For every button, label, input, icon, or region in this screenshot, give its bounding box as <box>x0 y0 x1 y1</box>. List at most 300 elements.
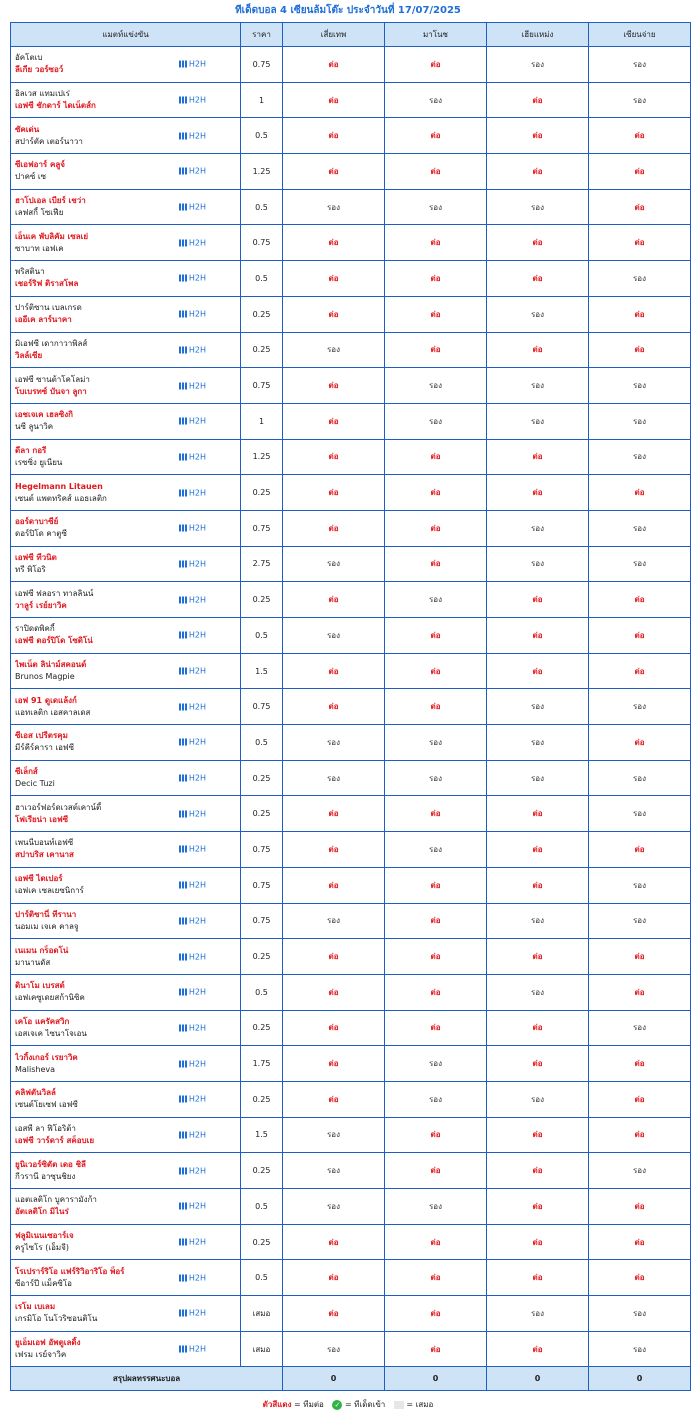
team-home: เอสพี ลา ฟิโอริต้า <box>15 1123 76 1133</box>
signal-bars-icon <box>179 560 187 567</box>
h2h-label: H2H <box>188 202 206 212</box>
summary-label: สรุปผลทรรศนะบอล <box>11 1367 283 1391</box>
pick-cell: รอง <box>283 1153 385 1189</box>
price-cell: 0.25 <box>241 1081 283 1117</box>
signal-bars-icon <box>179 1024 187 1031</box>
team-home: ดีลา กอรี <box>15 445 47 455</box>
pick-cell: ต่อ <box>283 1081 385 1117</box>
pick-cell: ต่อ <box>589 1224 691 1260</box>
match-cell <box>11 689 241 725</box>
pick-cell: รอง <box>283 332 385 368</box>
pick-cell: ต่อ <box>283 832 385 868</box>
team-home: เอฟซี ฟลอรา ทาลลินน์ <box>15 588 94 598</box>
pick-cell: ต่อ <box>589 939 691 975</box>
pick-cell: ต่อ <box>487 1010 589 1046</box>
team-away: เอฟเค เซลเยซนิการ์ <box>15 886 84 896</box>
team-home: ราปิดดพิคกี้ <box>15 624 55 634</box>
pick-cell: รอง <box>589 261 691 297</box>
pick-cell: ต่อ <box>487 225 589 261</box>
h2h-link[interactable] <box>179 774 206 783</box>
price-cell: 0.5 <box>241 1189 283 1225</box>
table-row <box>11 974 691 1010</box>
table-row <box>11 1153 691 1189</box>
pick-cell: ต่อ <box>283 582 385 618</box>
pick-cell: ต่อ <box>283 796 385 832</box>
h2h-label: H2H <box>188 1059 206 1069</box>
pick-cell: รอง <box>589 1153 691 1189</box>
h2h-link[interactable] <box>179 988 206 997</box>
price-cell: 1 <box>241 403 283 439</box>
price-cell: 0.25 <box>241 939 283 975</box>
team-away: ครูไซโร (เอ็มจี) <box>15 1243 69 1253</box>
pick-cell: รอง <box>589 368 691 404</box>
signal-bars-icon <box>179 453 187 460</box>
team-away: Decic Tuzi <box>15 779 55 789</box>
legend <box>0 1398 696 1411</box>
team-home: ฟลูมิเนนเซอาร์เจ <box>15 1231 74 1241</box>
pick-cell: ต่อ <box>589 475 691 511</box>
h2h-link[interactable] <box>179 881 206 890</box>
team-home: เอชเจเค เฮลซิงกิ <box>15 410 73 420</box>
match-cell <box>11 1296 241 1332</box>
h2h-link[interactable] <box>179 60 206 69</box>
signal-bars-icon <box>179 61 187 68</box>
pick-cell: รอง <box>589 796 691 832</box>
pick-cell: ต่อ <box>283 368 385 404</box>
pick-cell: รอง <box>589 510 691 546</box>
pick-cell: ต่อ <box>589 725 691 761</box>
match-cell <box>11 796 241 832</box>
pick-cell: รอง <box>589 867 691 903</box>
price-cell: เสมอ <box>241 1296 283 1332</box>
pick-cell: รอง <box>589 47 691 83</box>
match-cell <box>11 1224 241 1260</box>
team-away: โฟเรียน่า เอฟซี <box>15 814 69 824</box>
pick-cell: ต่อ <box>385 1153 487 1189</box>
team-home: ซีเล็กส์ <box>15 767 38 777</box>
pick-cell: ต่อ <box>385 475 487 511</box>
table-row <box>11 189 691 225</box>
h2h-label: H2H <box>188 1237 206 1247</box>
pick-cell: ต่อ <box>385 261 487 297</box>
table-row <box>11 832 691 868</box>
price-cell: 0.5 <box>241 189 283 225</box>
pick-cell: รอง <box>385 725 487 761</box>
team-home: เอ็นเค พับลิคัม เซลเย่ <box>15 231 89 241</box>
signal-bars-icon <box>179 346 187 353</box>
pick-cell: ต่อ <box>589 296 691 332</box>
h2h-link[interactable] <box>179 203 206 212</box>
h2h-link[interactable] <box>179 417 206 426</box>
team-away: เออีเค ลาร์นาคา <box>15 315 72 325</box>
h2h-link[interactable] <box>179 1059 206 1068</box>
table-row <box>11 1224 691 1260</box>
match-cell <box>11 1117 241 1153</box>
pick-cell: รอง <box>283 725 385 761</box>
signal-bars-icon <box>179 239 187 246</box>
pick-cell: ต่อ <box>385 974 487 1010</box>
pick-cell: รอง <box>283 189 385 225</box>
h2h-link[interactable] <box>179 131 206 140</box>
h2h-link[interactable] <box>179 96 206 105</box>
match-cell <box>11 189 241 225</box>
h2h-link[interactable] <box>179 631 206 640</box>
table-row <box>11 796 691 832</box>
h2h-link[interactable] <box>179 167 206 176</box>
table-row <box>11 332 691 368</box>
h2h-label: H2H <box>188 309 206 319</box>
h2h-label: H2H <box>188 381 206 391</box>
team-away: เอฟซี วาร์ดาร์ สค็อบเย <box>15 1135 95 1145</box>
h2h-label: H2H <box>188 916 206 926</box>
team-away: เอฟเคซูเดยสก้านิซิค <box>15 993 85 1003</box>
pick-cell: ต่อ <box>487 1224 589 1260</box>
h2h-link[interactable] <box>179 738 206 747</box>
table-row <box>11 261 691 297</box>
h2h-link[interactable] <box>179 1273 206 1282</box>
signal-bars-icon <box>179 953 187 960</box>
h2h-link[interactable] <box>179 1166 206 1175</box>
pick-cell: ต่อ <box>589 653 691 689</box>
pick-cell: รอง <box>385 189 487 225</box>
pick-cell: รอง <box>283 760 385 796</box>
match-cell <box>11 1189 241 1225</box>
price-cell: 0.5 <box>241 618 283 654</box>
signal-bars-icon <box>179 810 187 817</box>
pick-cell: รอง <box>487 689 589 725</box>
table-row <box>11 725 691 761</box>
pick-cell: รอง <box>589 903 691 939</box>
h2h-label: H2H <box>188 1273 206 1283</box>
match-cell <box>11 82 241 118</box>
pick-cell: รอง <box>589 689 691 725</box>
h2h-label: H2H <box>188 702 206 712</box>
table-row <box>11 546 691 582</box>
h2h-link[interactable] <box>179 1345 206 1354</box>
check-icon: ✓ <box>332 1400 342 1410</box>
pick-cell: ต่อ <box>589 1081 691 1117</box>
signal-bars-icon <box>179 1310 187 1317</box>
pick-cell: รอง <box>283 1189 385 1225</box>
h2h-link[interactable] <box>179 1238 206 1247</box>
team-home: ซีเอฟอาร์ คลูจ์ <box>15 160 65 170</box>
h2h-label: H2H <box>188 452 206 462</box>
pick-cell: รอง <box>589 439 691 475</box>
team-away: เฟรม เรย์จาวิค <box>15 1350 67 1360</box>
team-away: เอฟซี ชักดาร์ ไดเน็ตส์ก <box>15 101 96 111</box>
h2h-link[interactable] <box>179 916 206 925</box>
team-home: ไวกิ้งเกอร์ เรยาวิค <box>15 1052 78 1062</box>
match-cell <box>11 47 241 83</box>
pick-cell: ต่อ <box>487 618 589 654</box>
tips-table <box>10 22 691 1391</box>
pick-cell: ต่อ <box>385 867 487 903</box>
header-tipster-1: เสี่ยเทพ <box>283 23 385 47</box>
page-title: ทีเด็ดบอล 4 เซียนล้มโต๊ะ ประจำวันที่ 17/07/2025 <box>235 5 461 16</box>
team-away: วาลูร์ เรย์ยาวิค <box>15 600 67 610</box>
pick-cell: ต่อ <box>283 82 385 118</box>
pick-cell: ต่อ <box>487 332 589 368</box>
pick-cell: รอง <box>385 832 487 868</box>
match-cell <box>11 118 241 154</box>
match-cell <box>11 1081 241 1117</box>
table-row <box>11 867 691 903</box>
match-cell <box>11 261 241 297</box>
pick-cell: รอง <box>589 760 691 796</box>
table-row <box>11 82 691 118</box>
summary-score-1: 0 <box>283 1367 385 1391</box>
team-away: ซาบาท เอฟเค <box>15 243 64 253</box>
pick-cell: รอง <box>487 546 589 582</box>
h2h-label: H2H <box>188 166 206 176</box>
table-row <box>11 47 691 83</box>
pick-cell: ต่อ <box>487 796 589 832</box>
team-away: ปาคซ์ เซ <box>15 172 47 182</box>
pick-cell: ต่อ <box>283 225 385 261</box>
pick-cell: ต่อ <box>487 439 589 475</box>
h2h-link[interactable] <box>179 238 206 247</box>
pick-cell: ต่อ <box>283 867 385 903</box>
h2h-link[interactable] <box>179 1202 206 1211</box>
h2h-link[interactable] <box>179 1023 206 1032</box>
team-away: แอทเลติก เอสคาลเดส <box>15 707 91 717</box>
signal-bars-icon <box>179 418 187 425</box>
signal-bars-icon <box>179 632 187 639</box>
h2h-label: H2H <box>188 1094 206 1104</box>
team-home: แอตเลติโก บูคารามังก้า <box>15 1195 97 1205</box>
h2h-link[interactable] <box>179 595 206 604</box>
legend-red-desc: = ทีมต่อ <box>294 1400 324 1409</box>
team-home: อัคโตเบ <box>15 53 43 63</box>
price-cell: 0.25 <box>241 582 283 618</box>
price-cell: 0.5 <box>241 974 283 1010</box>
price-cell: 0.25 <box>241 296 283 332</box>
match-cell <box>11 1010 241 1046</box>
h2h-label: H2H <box>188 238 206 248</box>
pick-cell: ต่อ <box>487 1331 589 1367</box>
table-row <box>11 510 691 546</box>
pick-cell: ต่อ <box>487 653 589 689</box>
match-cell <box>11 368 241 404</box>
pick-cell: ต่อ <box>283 1046 385 1082</box>
h2h-label: H2H <box>188 666 206 676</box>
signal-bars-icon <box>179 775 187 782</box>
pick-cell: ต่อ <box>385 1331 487 1367</box>
pick-cell: ต่อ <box>385 1224 487 1260</box>
pick-cell: ต่อ <box>385 796 487 832</box>
pick-cell: ต่อ <box>385 1260 487 1296</box>
team-away: เซนต์ แพตทริคส์ แอธเลติก <box>15 493 107 503</box>
price-cell: 0.75 <box>241 47 283 83</box>
header-match: แมตท์แข่งขัน <box>11 23 241 47</box>
pick-cell: ต่อ <box>385 903 487 939</box>
match-cell <box>11 760 241 796</box>
table-row <box>11 296 691 332</box>
summary-score-3: 0 <box>487 1367 589 1391</box>
price-cell: 1.5 <box>241 1117 283 1153</box>
h2h-link[interactable] <box>179 345 206 354</box>
pick-cell: ต่อ <box>385 154 487 190</box>
pick-cell: รอง <box>487 974 589 1010</box>
match-cell <box>11 1331 241 1367</box>
pick-cell: ต่อ <box>385 296 487 332</box>
h2h-link[interactable] <box>179 809 206 818</box>
price-cell: 1 <box>241 82 283 118</box>
table-row <box>11 1010 691 1046</box>
pick-cell: รอง <box>487 760 589 796</box>
table-row <box>11 760 691 796</box>
h2h-link[interactable] <box>179 274 206 283</box>
h2h-link[interactable] <box>179 952 206 961</box>
match-cell <box>11 903 241 939</box>
h2h-link[interactable] <box>179 1309 206 1318</box>
pick-cell: รอง <box>589 82 691 118</box>
pick-cell: ต่อ <box>283 689 385 725</box>
pick-cell: ต่อ <box>589 618 691 654</box>
h2h-link[interactable] <box>179 702 206 711</box>
h2h-link[interactable] <box>179 667 206 676</box>
h2h-label: H2H <box>188 1308 206 1318</box>
pick-cell: ต่อ <box>283 653 385 689</box>
pick-cell: ต่อ <box>385 618 487 654</box>
h2h-label: H2H <box>188 559 206 569</box>
price-cell: 0.5 <box>241 725 283 761</box>
signal-bars-icon <box>179 989 187 996</box>
team-home: ปาร์ติซานี่ ทีรานา <box>15 909 77 919</box>
h2h-label: H2H <box>188 595 206 605</box>
h2h-label: H2H <box>188 488 206 498</box>
pick-cell: ต่อ <box>283 939 385 975</box>
pick-cell: ต่อ <box>283 1260 385 1296</box>
h2h-link[interactable] <box>179 310 206 319</box>
grey-box-icon <box>394 1401 404 1409</box>
pick-cell: รอง <box>589 1296 691 1332</box>
h2h-label: H2H <box>188 131 206 141</box>
table-row <box>11 1296 691 1332</box>
team-home: เพนนีบอนท์เอฟซี <box>15 838 74 848</box>
h2h-link[interactable] <box>179 845 206 854</box>
summary-row <box>11 1367 691 1391</box>
h2h-link[interactable] <box>179 452 206 461</box>
table-row <box>11 582 691 618</box>
pick-cell: ต่อ <box>487 1046 589 1082</box>
pick-cell: รอง <box>487 725 589 761</box>
signal-bars-icon <box>179 132 187 139</box>
table-row <box>11 939 691 975</box>
team-away: อัตเลติโก มิไนร่ <box>15 1207 69 1217</box>
pick-cell: ต่อ <box>283 154 385 190</box>
pick-cell: ต่อ <box>487 939 589 975</box>
price-cell: 1.5 <box>241 653 283 689</box>
header-tipster-2: มาโนช <box>385 23 487 47</box>
pick-cell: ต่อ <box>589 225 691 261</box>
pick-cell: รอง <box>487 1081 589 1117</box>
pick-cell: ต่อ <box>589 1189 691 1225</box>
signal-bars-icon <box>179 1203 187 1210</box>
h2h-label: H2H <box>188 345 206 355</box>
pick-cell: ต่อ <box>283 403 385 439</box>
pick-cell: ต่อ <box>589 1046 691 1082</box>
team-home: เอฟซี ซานต้าโคโลม่า <box>15 374 90 384</box>
pick-cell: ต่อ <box>589 332 691 368</box>
team-away: ดอร์ปิโด คาตูซี <box>15 529 67 539</box>
h2h-label: H2H <box>188 880 206 890</box>
match-cell <box>11 403 241 439</box>
price-cell: 0.75 <box>241 368 283 404</box>
team-away: มานานดัส <box>15 957 51 967</box>
pick-cell: ต่อ <box>487 867 589 903</box>
match-cell <box>11 296 241 332</box>
pick-cell: ต่อ <box>283 261 385 297</box>
h2h-link[interactable] <box>179 524 206 533</box>
team-away: สปาร์ตัค เตอร์นาวา <box>15 136 83 146</box>
pick-cell: รอง <box>589 1331 691 1367</box>
price-cell: 0.5 <box>241 261 283 297</box>
table-row <box>11 118 691 154</box>
table-row <box>11 475 691 511</box>
match-cell <box>11 832 241 868</box>
h2h-label: H2H <box>188 1201 206 1211</box>
team-home: เอฟซี ทีวนิต <box>15 552 57 562</box>
price-cell: 0.75 <box>241 225 283 261</box>
signal-bars-icon <box>179 1346 187 1353</box>
price-cell: 0.25 <box>241 332 283 368</box>
pick-cell: ต่อ <box>385 118 487 154</box>
price-cell: 0.75 <box>241 689 283 725</box>
table-row <box>11 225 691 261</box>
price-cell: 0.25 <box>241 475 283 511</box>
pick-cell: ต่อ <box>589 118 691 154</box>
h2h-label: H2H <box>188 1023 206 1033</box>
signal-bars-icon <box>179 917 187 924</box>
match-cell <box>11 154 241 190</box>
table-row <box>11 439 691 475</box>
team-away: ทรี พิโอริ <box>15 564 46 574</box>
h2h-link[interactable] <box>179 381 206 390</box>
price-cell: 0.5 <box>241 1260 283 1296</box>
team-away: ซีอาร์ปี แม็คซิโอ <box>15 1278 72 1288</box>
pick-cell: รอง <box>283 1331 385 1367</box>
signal-bars-icon <box>179 1239 187 1246</box>
price-cell: 1.25 <box>241 154 283 190</box>
signal-bars-icon <box>179 1167 187 1174</box>
h2h-label: H2H <box>188 630 206 640</box>
match-cell <box>11 1046 241 1082</box>
team-home: ไพเน็ต ลิน่าม์สคอนด์ <box>15 660 87 670</box>
team-away: มีร์คีร์คารา เอฟซี <box>15 743 75 753</box>
team-home: เคโอ แครัคสวิก <box>15 1016 70 1026</box>
pick-cell: ต่อ <box>385 689 487 725</box>
signal-bars-icon <box>179 668 187 675</box>
pick-cell: รอง <box>283 546 385 582</box>
pick-cell: รอง <box>487 903 589 939</box>
h2h-link[interactable] <box>179 559 206 568</box>
h2h-link[interactable] <box>179 1130 206 1139</box>
h2h-link[interactable] <box>179 488 206 497</box>
h2h-label: H2H <box>188 737 206 747</box>
team-home: มิเอฟซี เดากาวาพิลส์ <box>15 338 88 348</box>
price-cell: 0.75 <box>241 903 283 939</box>
team-home: เรโม เบเลม <box>15 1302 56 1312</box>
pick-cell: ต่อ <box>283 1010 385 1046</box>
team-away: Brunos Magpie <box>15 672 75 682</box>
pick-cell: ต่อ <box>385 1296 487 1332</box>
price-cell: 0.75 <box>241 867 283 903</box>
h2h-label: H2H <box>188 809 206 819</box>
h2h-link[interactable] <box>179 1095 206 1104</box>
h2h-label: H2H <box>188 773 206 783</box>
pick-cell: ต่อ <box>283 296 385 332</box>
